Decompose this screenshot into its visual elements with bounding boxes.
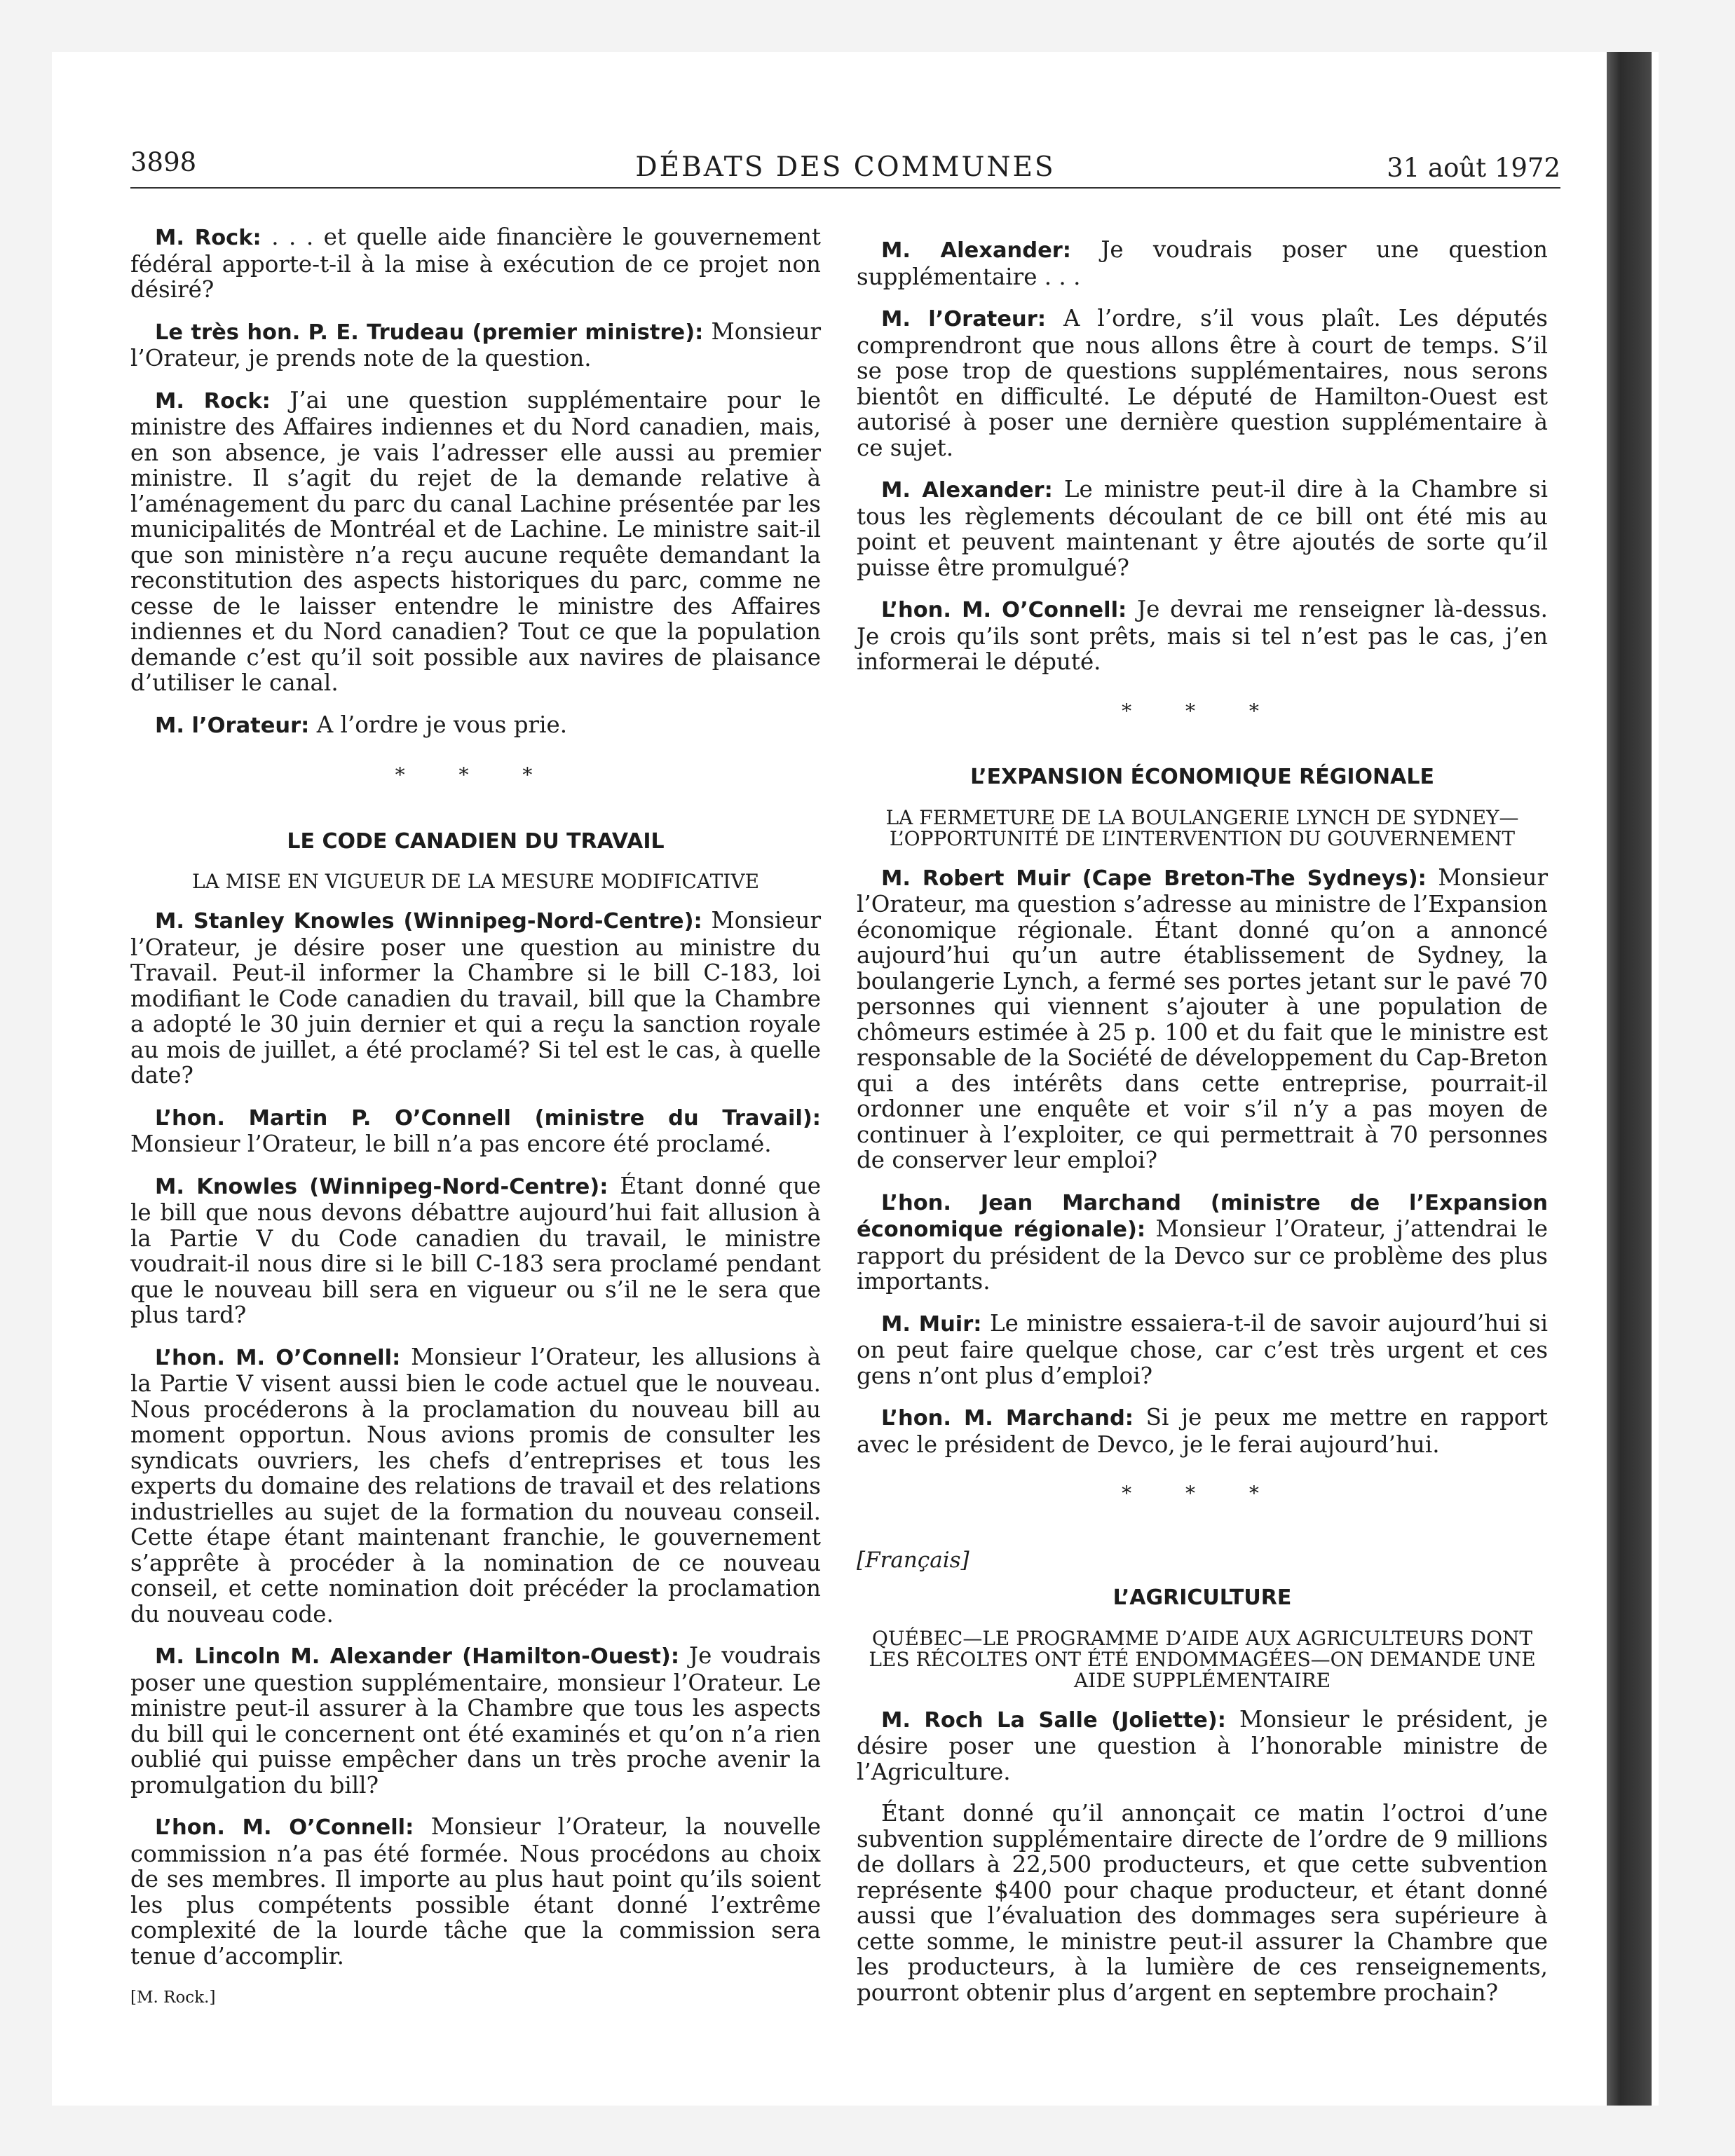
speaker-name: L’hon. Jean Marchand (ministre de l’Expansion économique régionale): — [857, 1190, 1548, 1242]
speech-text: A l’ordre, s’il vous plaît. Les députés comprendront que nous allons être à court de temps. S’il se pose trop de questions supplémentaires, nous serons bientôt en difficulté. Le député de Hamilton-Ouest est autorisé à poser une dernière question supplémentaire à ce sujet. — [857, 305, 1548, 461]
speech-text: Si je peux me mettre en rapport avec le président de Devco, je le ferai aujourd’hui. — [857, 1404, 1548, 1458]
speech-paragraph — [130, 712, 821, 739]
speaker-name: M. Stanley Knowles (Winnipeg-Nord-Centre): — [155, 909, 702, 934]
speaker-name: M. l’Orateur: — [155, 713, 310, 738]
speech-paragraph — [130, 1105, 821, 1157]
section-separator: * * * — [1122, 699, 1283, 723]
page-date: 31 août 1972 — [1387, 153, 1560, 183]
speaker-name: M. Rock: — [155, 388, 271, 414]
speech-paragraph — [130, 388, 821, 696]
page-footnote: [M. Rock.] — [130, 1988, 216, 2007]
speaker-name: M. Muir: — [881, 1311, 982, 1337]
speech-text: Je voudrais poser une question supplémentaire . . . — [857, 236, 1548, 290]
binding-edge — [1607, 52, 1652, 2106]
speech-text: Monsieur l’Orateur, ma question s’adresse au ministre de l’Expansion économique régionale. Étant donné qu’on a annoncé aujourd’hui qu’un autre établissement de Sydney, la boulangerie Lynch, a fermé ses portes jetant sur le pavé 70 personnes qui viennent s’ajouter à une population de chômeurs estimée à 25 p. 100 et du fait que le ministre est responsable de la Société de développement du Cap-Breton qui a des intérêts dans cette entreprise, pourrait-il ordonner une enquête et voir s’il n’y a pas moyen de continuer à l’exploiter, ce qui permettrait à 70 personnes de conserver leur emploi? — [857, 864, 1548, 1173]
speaker-name: M. Roch La Salle (Joliette): — [881, 1707, 1226, 1733]
speech-text: Monsieur l’Orateur, j’attendrai le rapport du président de la Devco sur ce problème des plus importants. — [857, 1215, 1549, 1295]
speech-paragraph — [130, 908, 821, 1089]
speech-paragraph — [857, 237, 1548, 289]
speaker-name: L’hon. Martin P. O’Connell (ministre du Travail): — [155, 1105, 821, 1131]
speech-text: A l’ordre je vous prie. — [309, 711, 568, 738]
speech-paragraph — [130, 1643, 821, 1798]
section-title: LE CODE CANADIEN DU TRAVAIL — [287, 828, 665, 854]
speech-paragraph — [857, 865, 1548, 1173]
speech-paragraph — [857, 1405, 1548, 1457]
speech-text: J’ai une question supplémentaire pour le ministre des Affaires indiennes et du Nord canadien, mais, en son absence, je vais l’adresser elle aussi au premier ministre. Il s’agit du rejet de la demande relative à l’aménagement du parc du canal Lachine présentée par les municipalités de Montréal et de Lachine. Le ministre sait-il que son ministère n’a reçu aucune requête demandant la reconstitution des aspects historiques du parc, comme ne cesse de le laisser entendre le ministre des Affaires indiennes et du Nord canadien? Tout ce que la population demande c’est qu’il soit possible aux navires de plaisance d’utiliser le canal. — [130, 386, 821, 696]
left-column — [130, 224, 821, 2011]
speech-text: Je voudrais poser une question supplémentaire, monsieur l’Orateur. Le ministre peut-il assurer à la Chambre que tous les aspects du bill qui le concernent ont été examinés et qu’on n’a rien oublié qui puisse empêcher dans un très proche avenir la promulgation du bill? — [130, 1642, 821, 1799]
speech-paragraph — [130, 1344, 821, 1628]
speech-text: Monsieur l’Orateur, je prends note de la question. — [130, 318, 822, 371]
speech-paragraph — [857, 1189, 1548, 1295]
speaker-name: Le très hon. P. E. Trudeau (premier ministre): — [155, 320, 704, 345]
speech-paragraph — [130, 319, 821, 371]
page-number: 3898 — [130, 147, 197, 177]
speech-paragraph — [857, 1707, 1548, 1785]
speech-text: Monsieur le président, je désire poser une question à l’honorable ministre de l’Agriculture. — [857, 1705, 1548, 1785]
section-subtitle: QUÉBEC—LE PROGRAMME D’AIDE AUX AGRICULTEURS DONT LES RÉCOLTES ONT ÉTÉ ENDOMMAGÉES—ON DEMANDE UNE AIDE SUPPLÉMENTAIRE — [869, 1626, 1536, 1692]
speech-paragraph — [130, 224, 821, 303]
speech-text: Le ministre peut-il dire à la Chambre si tous les règlements découlant de ce bill ont été mis au point et peuvent maintenant y être ajoutés de sorte qu’il puisse être promulgué? — [857, 476, 1548, 581]
page-header — [130, 145, 1560, 189]
speech-paragraph: Étant donné qu’il annonçait ce matin l’octroi d’une subvention supplémentaire directe de l’ordre de 9 millions de dollars à 22,500 producteurs, et que cette subvention représente $400 pour chaque producteur, et étant donné aussi que l’évaluation des dommages sera supérieure à cette somme, le ministre peut-il assurer la Chambre que les producteurs, à la lumière de ces renseignements, pourront obtenir plus d’argent en septembre prochain? — [857, 1800, 1548, 2006]
section-subtitle: LA FERMETURE DE LA BOULANGERIE LYNCH DE SYDNEY—L’OPPORTUNITÉ DE L’INTERVENTION DU GOUVERNEMENT — [885, 805, 1519, 850]
speech-paragraph — [857, 596, 1548, 675]
speaker-name: M. Alexander: — [881, 478, 1053, 503]
speech-text: Monsieur l’Orateur, le bill n’a pas encore été proclamé. — [130, 1131, 772, 1157]
speech-text: Monsieur l’Orateur, la nouvelle commission n’a pas été formée. Nous procédons au choix de ses membres. Il importe au plus haut point qu’ils soient les plus compétents possible étant donné l’extrême complexité de la lourde tâche que la commission sera tenue d’accomplir. — [130, 1813, 821, 1970]
speaker-name: L’hon. M. O’Connell: — [155, 1815, 414, 1840]
speaker-name: M. Knowles (Winnipeg-Nord-Centre): — [155, 1174, 608, 1199]
speech-paragraph — [130, 1814, 821, 1969]
speech-paragraph — [857, 477, 1548, 580]
speech-text: Monsieur l’Orateur, les allusions à la Partie V visent aussi bien le code actuel que le nouveau. Nous procéderons à la proclamation du nouveau bill au moment opportun. Nous avions promis de consulter les syndicats ouvriers, les chefs d’entreprises et tous les experts du domaine des relations de travail et des relations industrielles au sujet de la formation du nouveau conseil. Cette étape étant maintenant franchie, le gouvernement s’apprête à procéder à la nomination de ce nouveau conseil, et cette nomination doit précéder la proclamation du nouveau code. — [130, 1343, 821, 1628]
speech-paragraph — [857, 306, 1548, 460]
speaker-name: M. l’Orateur: — [881, 307, 1047, 332]
section-subtitle: LA MISE EN VIGUEUR DE LA MESURE MODIFICATIVE — [191, 870, 760, 893]
right-column — [857, 237, 1548, 2021]
section-title: L’AGRICULTURE — [1113, 1585, 1292, 1610]
speech-text: . . . et quelle aide financière le gouvernement fédéral apporte-t-il à la mise à exécution de ce projet non désiré? — [130, 224, 821, 303]
speaker-name: M. Rock: — [155, 226, 261, 250]
publication-title: DÉBATS DES COMMUNES — [635, 151, 1056, 183]
speech-text: Monsieur l’Orateur, je désire poser une question au ministre du Travail. Peut-il informer la Chambre si le bill C-183, loi modifiant le Code canadien du travail, bill que la Chambre a adopté le 30 juin dernier et qui a reçu la sanction royale au mois de juillet, a été proclamé? Si tel est le cas, à quelle date? — [130, 907, 821, 1089]
speaker-name: M. Alexander: — [881, 238, 1072, 263]
speech-paragraph — [130, 1173, 821, 1328]
speaker-name: L’hon. M. Marchand: — [881, 1406, 1134, 1431]
speaker-name: L’hon. M. O’Connell: — [155, 1345, 401, 1370]
speaker-name: M. Lincoln M. Alexander (Hamilton-Ouest): — [155, 1644, 680, 1669]
speech-text: Étant donné que le bill que nous devons débattre aujourd’hui fait allusion à la Partie V du Code canadien du travail, le ministre voudrait-il nous dire si le bill C-183 sera proclamé pendant que le nouveau bill sera en vigueur ou s’il ne le sera que plus tard? — [130, 1172, 821, 1328]
section-separator: * * * — [1122, 1482, 1283, 1505]
speaker-name: M. Robert Muir (Cape Breton-The Sydneys): — [881, 866, 1427, 891]
language-note: [Français] — [857, 1547, 969, 1573]
section-title: L’EXPANSION ÉCONOMIQUE RÉGIONALE — [970, 765, 1434, 789]
speech-paragraph — [857, 1311, 1548, 1389]
section-separator: * * * — [395, 763, 557, 786]
speaker-name: L’hon. M. O’Connell: — [881, 598, 1127, 622]
speech-text: Le ministre essaiera-t-il de savoir aujourd’hui si on peut faire quelque chose, car c’est très urgent et ces gens n’ont plus d’emploi? — [857, 1309, 1548, 1389]
speech-text: Je devrai me renseigner là-dessus. Je crois qu’ils sont prêts, mais si tel n’est pas le cas, j’en informerai le député. — [857, 596, 1548, 675]
